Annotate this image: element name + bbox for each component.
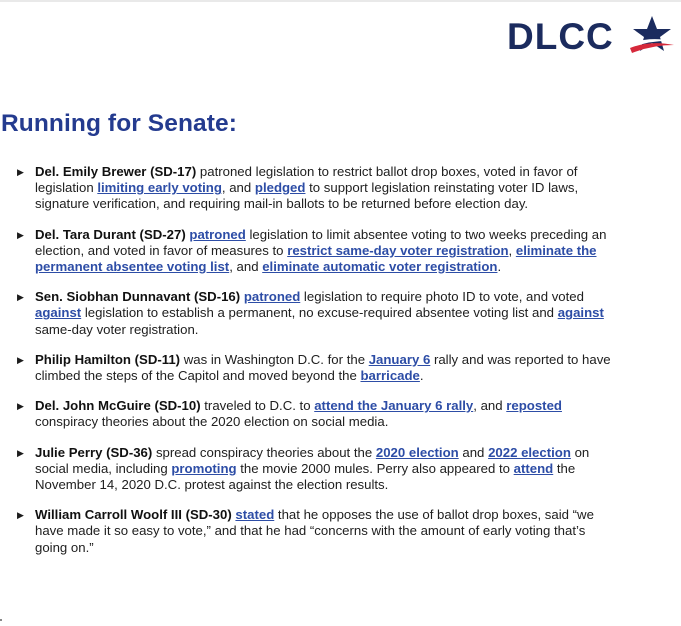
top-divider: [0, 0, 681, 2]
description-text: ,: [508, 242, 516, 258]
source-link[interactable]: restrict same-day voter registration: [287, 242, 509, 258]
candidate-item: [16, 289, 616, 338]
candidate-item: [16, 507, 616, 556]
description-text: .: [419, 368, 424, 384]
source-link[interactable]: 2022 election: [488, 444, 571, 460]
description-text: traveled to D.C. to: [200, 398, 315, 414]
source-link[interactable]: promoting: [171, 460, 237, 476]
source-link[interactable]: patroned: [189, 226, 246, 242]
bullet-icon: ▶: [17, 354, 24, 365]
source-link[interactable]: attend the January 6 rally: [314, 398, 474, 414]
dlcc-logo: [507, 14, 672, 62]
source-link[interactable]: attend: [513, 460, 554, 476]
description-text: legislation to establish a permanent, no excuse-required absentee voting list and: [81, 305, 558, 321]
source-link[interactable]: January 6: [368, 351, 431, 367]
candidate-name: Julie Perry (SD-36): [35, 444, 153, 460]
description-text: legislation to limit absentee voting to two weeks preceding an election, and voted in favor of measures to: [35, 226, 607, 258]
bullet-icon: ▶: [17, 167, 24, 177]
description-text: to support legislation reinstating voter ID laws, signature verification, and requiring mail-in ballots to be returned before election day.: [35, 180, 579, 212]
candidate-list: [16, 164, 616, 570]
description-text: , and: [229, 259, 263, 275]
description-text: was in Washington D.C. for the: [180, 351, 369, 367]
description-text: patroned legislation to restrict ballot drop boxes, voted in favor of legislation: [35, 164, 578, 196]
candidate-item: [16, 227, 616, 276]
candidate-item: [16, 398, 616, 430]
section-heading: Running for Senate:: [1, 110, 238, 137]
source-link[interactable]: against: [35, 305, 82, 321]
page-mark: [0, 619, 2, 621]
candidate-item: [16, 352, 616, 384]
source-link[interactable]: 2020 election: [375, 444, 459, 460]
source-link[interactable]: stated: [235, 507, 275, 523]
source-link[interactable]: barricade: [360, 368, 420, 384]
description-text: same-day voter registration.: [35, 321, 199, 337]
description-text: , and: [473, 398, 507, 414]
description-text: .: [497, 259, 502, 275]
logo-text: DLCC: [507, 16, 614, 57]
bullet-icon: ▶: [17, 229, 24, 240]
candidate-name: Philip Hamilton (SD-11): [35, 351, 181, 367]
source-link[interactable]: pledged: [254, 180, 306, 196]
source-link[interactable]: patroned: [243, 289, 301, 305]
candidate-name: Del. Tara Durant (SD-27): [35, 226, 186, 242]
description-text: conspiracy theories about the 2020 election on social media.: [35, 414, 389, 430]
source-link[interactable]: eliminate the permanent absentee voting list: [35, 242, 597, 275]
description-text: on social media, including: [35, 444, 590, 476]
description-text: , and: [221, 180, 255, 196]
source-link[interactable]: reposted: [506, 398, 562, 414]
bullet-icon: ▶: [17, 510, 24, 521]
description-text: spread conspiracy theories about the: [152, 444, 376, 460]
description-text: and: [458, 444, 489, 460]
bullet-icon: ▶: [17, 447, 24, 458]
candidate-name: Sen. Siobhan Dunnavant (SD-16): [35, 289, 241, 305]
description-text: rally and was reported to have climbed the steps of the Capitol and moved beyond the: [35, 351, 611, 384]
bullet-icon: ▶: [17, 401, 24, 412]
description-text: the November 14, 2020 D.C. protest against the election results.: [35, 460, 576, 493]
candidate-name: William Carroll Woolf III (SD-30): [35, 507, 232, 523]
candidate-name: Del. Emily Brewer (SD-17): [35, 164, 197, 179]
description-text: that he opposes the use of ballot drop boxes, said “we have made it so easy to vote,” and that he had “concerns with the amount of early voting that’s going on.”: [35, 507, 594, 555]
description-text: the movie 2000 mules. Perry also appeared to: [236, 460, 514, 476]
source-link[interactable]: against: [557, 305, 604, 321]
star-swoosh-icon: [628, 14, 674, 58]
description-text: legislation to require photo ID to vote, and voted: [300, 289, 584, 305]
candidate-item: [16, 164, 616, 213]
bullet-icon: ▶: [17, 292, 24, 303]
candidate-item: [16, 445, 616, 494]
source-link[interactable]: limiting early voting: [97, 180, 222, 196]
candidate-name: Del. John McGuire (SD-10): [35, 398, 201, 414]
source-link[interactable]: eliminate automatic voter registration: [262, 259, 498, 275]
